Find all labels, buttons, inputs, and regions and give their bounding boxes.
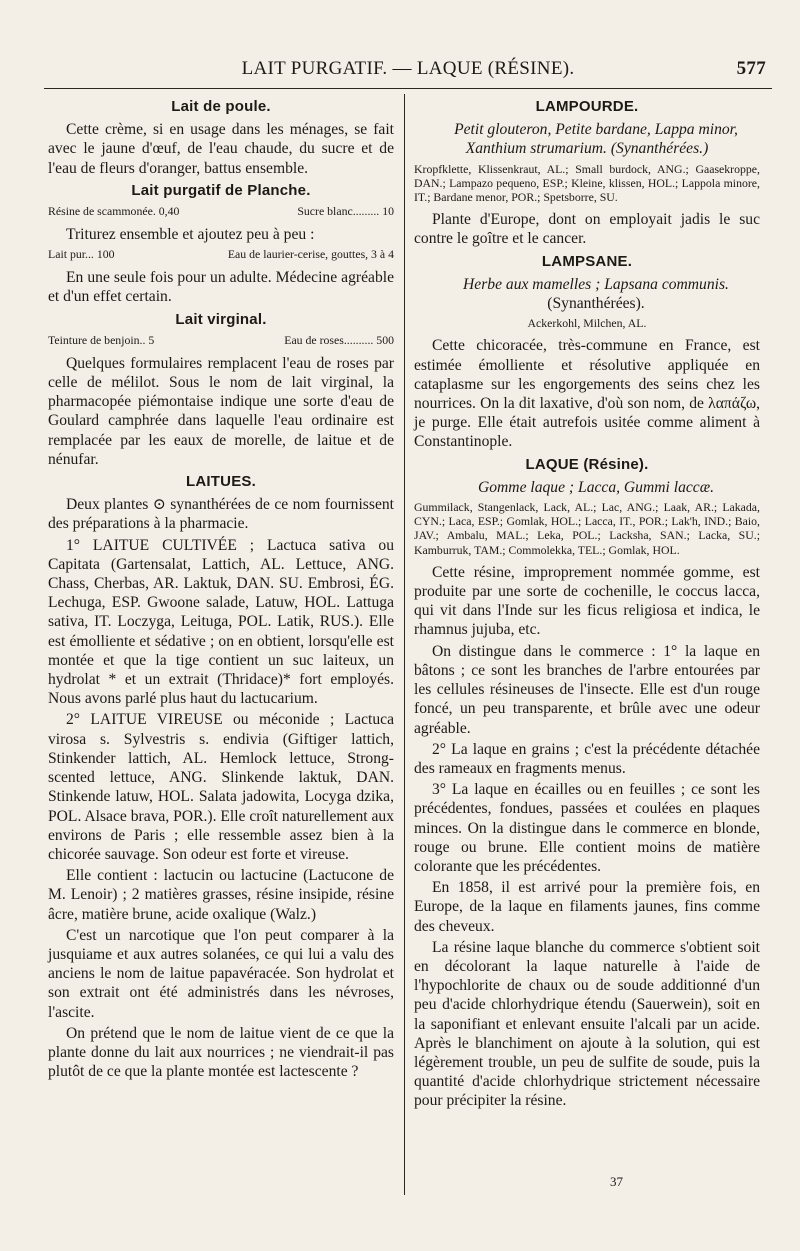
formula-item: Eau de laurier-cerise, gouttes, 3 à 4 — [227, 247, 394, 262]
paragraph: Triturez ensemble et ajoutez peu à peu : — [66, 226, 315, 244]
paragraph: 2° La laque en grains ; c'est la précédente détachée des rameaux en fragments menus. — [414, 740, 760, 777]
formula-item: Résine de scammonée. 0,40 — [48, 204, 180, 219]
paragraph: 2° LAITUE VIREUSE ou méconide ; Lactuca virosa s. Sylvestris s. endivia (Giftiger lattich, Stinkender lattich, AL. Hemlock lettuce, Strong-scented lettuce, ANG. Slinkende laktuk, DAN. Stinkende latuw, HOL. Salata jadowita, Locyga dzika, POL. Alsace brava, POR.). Elle croît naturellement aux environs de Paris ; elle ressemble assez bien à la chicorée sauvage. Son odeur est forte et vireuse. — [48, 711, 394, 863]
subtitle: Gomme laque ; Lacca, Gummi laccæ. — [477, 478, 715, 496]
paragraph: 1° LAITUE CULTIVÉE ; Lactuca sativa ou Capitata (Gartensalat, Lattich, AL. Lettuce, ANG. Chass, Cherbas, AR. Laktuk, DAN. SU. Embrosi, ÉG. Lechuga, ESP. Gwoone salade, Latuw, HOL. Lattuga sativa, IT. Loczyga, Leituga, POL. Latik, RUS.). Elle est émolliente et sédative ; on en obtient, lorsqu'elle est montée et que la tige contient un suc laiteux, un hydrolat * et un extrait (Thridace)* fort employés. Nous avons parlé plus haut du lactucarium. — [48, 536, 394, 708]
subtitle-family: (Synanthérées). — [547, 295, 645, 313]
formula-item: Sucre blanc......... 10 — [297, 204, 394, 219]
paragraph: La résine laque blanche du commerce s'obtient soit en décolorant la laque naturelle à l'aide de l'hypochlorite de chaux ou de soude additionné d'un peu d'acide chlorhydrique étendu (Sauerwein), soit en la saponifiant et enlevant ensuite l'alcali par un acide. Après le blanchiment on ajoute à la solution, qui est légèrement trouble, un peu de sulfite de soude, puis la quantité d'acide chlorhydrique strictement nécessaire pour précipiter la résine. — [414, 938, 760, 1110]
formula — [48, 247, 394, 262]
heading-lampourde: LAMPOURDE. — [535, 98, 639, 115]
paragraph: Cette crème, si en usage dans les ménages, se fait avec le jaune d'œuf, de l'eau chaude, du sucre et de l'eau de fleurs d'oranger, battus ensemble. — [48, 121, 394, 177]
paragraph: C'est un narcotique que l'on peut comparer à la jusquiame et aux autres solanées, ce qui lui a valu des anciens le nom de laitue papavéracée. Son hydrolat et son extrait ont été administrés dans les névroses, l'ascite. — [48, 926, 394, 1021]
header-rule — [44, 88, 772, 89]
synonyms: Kropfklette, Klissenkraut, AL.; Small burdock, ANG.; Gaasekroppe, DAN.; Lampazo pequeno, ESP.; Kleine, klissen, HOL.; Lappola minore, IT.; Bardane menor, POR.; Spetsborre, SU. — [414, 161, 760, 205]
paragraph: Cette chicoracée, très-commune en France, est estimée émolliente et résolutive appliquée en cataplasme sur les engorgements des seins chez les nourrices. On la dit laxative, d'où son nom, de λαπάζω, je purge. Elle était autrefois usitée comme aliment à Constantinople. — [414, 337, 760, 451]
paragraph: 3° La laque en écailles ou en feuilles ; ce sont les précédentes, fondues, passées et coulées en plaques minces. On la distingue dans le commerce en blonde, rouge ou brune. Elle contient moins de matière colorante que les précédentes. — [414, 781, 760, 875]
paragraph: Cette résine, improprement nommée gomme, est produite par une sorte de cochenille, le coccus lacca, qui vit dans l'Inde sur les ficus religiosa et indica, le rhamnus jujuba, etc. — [414, 563, 760, 639]
paragraph: En 1858, il est arrivé pour la première fois, en Europe, de la laque en filaments jaunes, fins comme des cheveux. — [414, 879, 760, 935]
paragraph: Quelques formulaires remplacent l'eau de roses par celle de mélilot. Sous le nom de lait virginal, la pharmacopée piémontaise indique une sorte d'eau de Goulard camphrée dans laquelle l'eau ordinaire est remplacée par les eaux de morelle, de laitue et de nénufar. — [48, 354, 394, 468]
heading-laque: LAQUE (Résine). — [525, 455, 649, 473]
column-divider — [404, 94, 405, 1195]
paragraph: On distingue dans le commerce : 1° la laque en bâtons ; ce sont les branches de l'arbre entourées par les cellules résineuses de l'insecte. Elle est d'un rouge foncé, un peu transparente, et brûle avec une odeur agréable. — [414, 642, 760, 737]
heading-lait-virginal: Lait virginal. — [175, 310, 267, 328]
running-head — [44, 58, 772, 84]
paragraph: Plante d'Europe, dont on employait jadis le suc contre le goître et le cancer. — [414, 211, 760, 248]
formula — [48, 333, 394, 348]
subtitle: Herbe aux mamelles ; Lapsana communis. — [463, 275, 729, 293]
synonyms: Ackerkohl, Milchen, AL. — [527, 316, 647, 331]
right-column — [414, 94, 760, 1113]
formula — [48, 204, 394, 219]
heading-lampsane: LAMPSANE. — [541, 252, 633, 270]
signature-mark: 37 — [610, 1174, 623, 1189]
formula-item: Lait pur... 100 — [48, 247, 115, 262]
paragraph: En une seule fois pour un adulte. Médecine agréable et d'un effet certain. — [48, 269, 394, 306]
formula-item: Eau de roses.......... 500 — [284, 332, 394, 347]
formula-item: Teinture de benjoin.. 5 — [48, 332, 155, 347]
heading-lait-purgatif: Lait purgatif de Planche. — [131, 181, 311, 199]
running-title: LAIT PURGATIF. — LAQUE (RÉSINE). — [241, 58, 575, 79]
paragraph: Deux plantes ⊙ synanthérées de ce nom fournissent des préparations à la pharmacie. — [48, 496, 394, 533]
subtitle: Petit glouteron, Petite bardane, Lappa minor, Xanthium strumarium. (Synanthérées.) — [454, 121, 738, 158]
paragraph: Elle contient : lactucin ou lactucine (Lactucone de M. Lenoir) ; 2 matières grasses, résine insipide, résine âcre, matière brune, acide oxalique (Walz.) — [48, 867, 394, 923]
synonyms: Gummilack, Stangenlack, Lack, AL.; Lac, ANG.; Laak, AR.; Lakada, CYN.; Laca, ESP.; Gomlak, HOL.; Lacca, IT., POR.; Lak'h, IND.; Baio, JAV.; Ambalu, MAL.; Leka, POL.; Lacksha, SAN.; Lacka, SU.; Kamburruk, TAM.; Commolekka, TEL.; Gomlak, HOL. — [414, 500, 760, 557]
paragraph: On prétend que le nom de laitue vient de ce que la plante donne du lait aux nourrices ; ne viendrait-il pas plutôt de ce que la plante montée est lactescente ? — [48, 1024, 394, 1081]
heading-lait-de-poule: Lait de poule. — [171, 98, 271, 115]
page-number: 577 — [736, 58, 766, 79]
left-column — [48, 94, 394, 1083]
heading-laitues: LAITUES. — [186, 473, 256, 491]
